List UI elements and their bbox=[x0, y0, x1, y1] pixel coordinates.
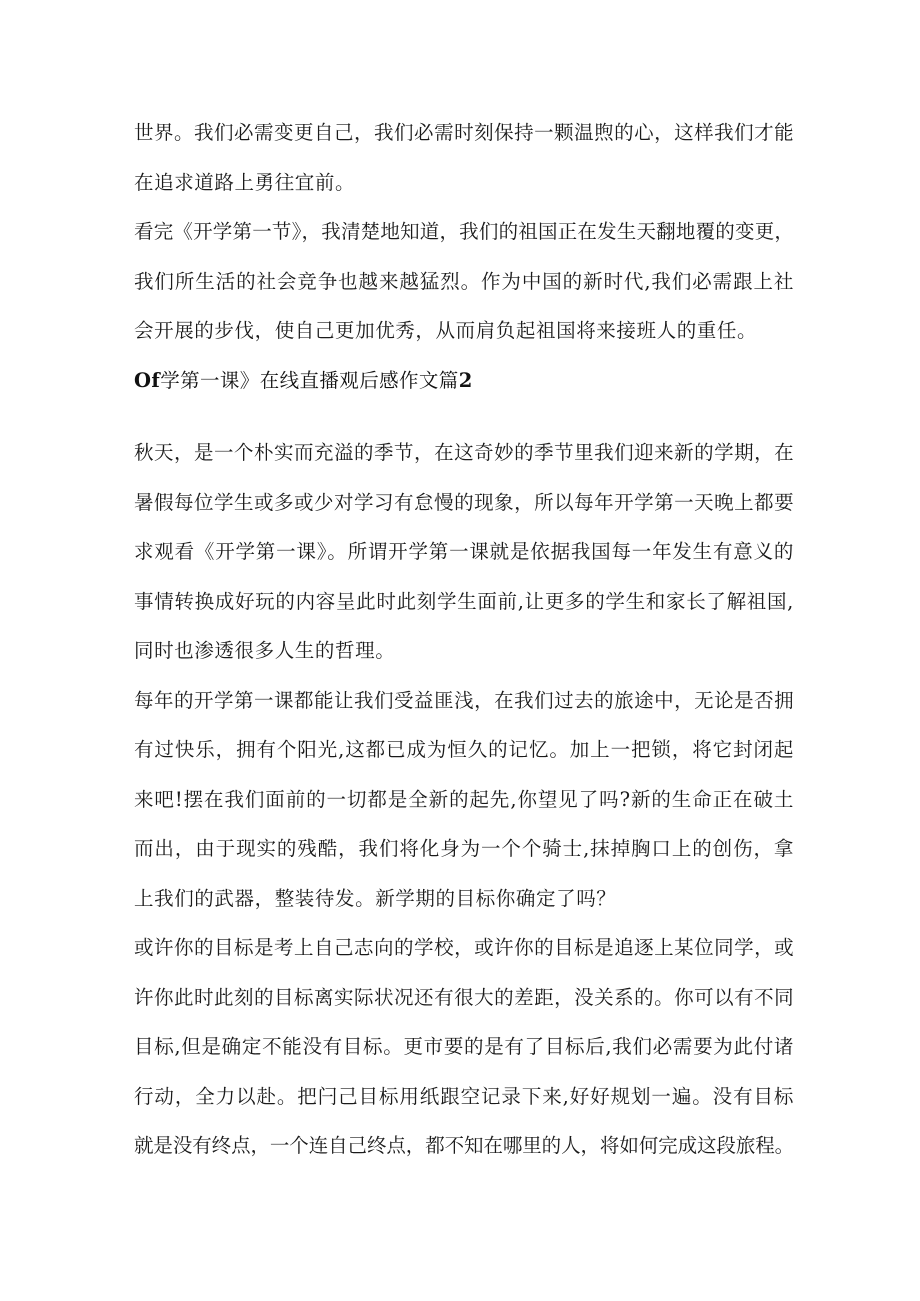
para4-line-3: 来吧!摆在我们面前的一切都是全新的起先,你望见了吗?新的生命正在破土 bbox=[134, 788, 794, 811]
section-heading bbox=[134, 369, 794, 393]
para2-line-3: 会开展的步伐，使自己更加优秀，从而肩负起祖国将来接班人的重任。 bbox=[134, 319, 758, 342]
para5-line-1: 或许你的目标是考上自己志向的学校，或许你的目标是追逐上某位同学，或 bbox=[134, 936, 794, 959]
para3-line-3: 求观看《开学第一课》。所谓开学第一课就是依据我国每一年发生有意义的 bbox=[134, 540, 794, 563]
section-heading-lead: Of bbox=[134, 369, 161, 392]
para4-line-2: 有过快乐，拥有个阳光,这都已成为恒久的记忆。加上一把锁，将它封闭起 bbox=[134, 738, 794, 761]
para3-line-2: 暑假每位学生或多或少对学习有怠慢的现象，所以每年开学第一天晚上都要 bbox=[134, 491, 794, 514]
para2-line-1: 看完《开学第一节》，我清楚地知道，我们的祖国正在发生天翻地覆的变更， bbox=[134, 220, 794, 243]
para5-line-5: 就是没有终点，一个连自己终点，都不知在哪里的人，将如何完成这段旅程。 bbox=[134, 1134, 794, 1157]
para1-line-1: 世界。我们必需变更自己，我们必需时刻保持一颗温煦的心，这样我们才能 bbox=[134, 121, 794, 144]
para3-line-4: 事情转换成好玩的内容呈此时此刻学生面前,让更多的学生和家长了解祖国, bbox=[134, 590, 794, 613]
para1-line-2: 在追求道路上勇往宜前。 bbox=[134, 171, 356, 194]
section-heading-number: 2 bbox=[458, 369, 473, 392]
para5-line-2: 许你此时此刻的目标离实际状况还有很大的差距，没关系的。你可以有不同 bbox=[134, 986, 794, 1009]
para4-line-5: 上我们的武器，整装待发。新学期的目标你确定了吗？ bbox=[134, 887, 617, 910]
para5-line-4: 行动，全力以赴。把闩己目标用纸跟空记录下来,好好规划一遍。没有目标 bbox=[134, 1085, 794, 1108]
para2-line-2: 我们所生活的社会竞争也越来越猛烈。作为中国的新时代,我们必需跟上社 bbox=[134, 270, 794, 293]
para4-line-4: 而出，由于现实的残酷，我们将化身为一个个骑士,抹掉胸口上的创伤，拿 bbox=[134, 837, 794, 860]
para3-line-5: 同时也渗透很多人生的哲理。 bbox=[134, 639, 396, 662]
para3-line-1: 秋天，是一个朴实而充溢的季节，在这奇妙的季节里我们迎来新的学期，在 bbox=[134, 441, 794, 464]
para5-line-3: 目标,但是确定不能没有目标。更市要的是有了目标后,我们必需要为此付诸 bbox=[134, 1035, 794, 1058]
section-heading-text: 学第一课》在线直播观后感作文篇 bbox=[160, 369, 459, 392]
para4-line-1: 每年的开学第一课都能让我们受益匪浅，在我们过去的旅途中，无论是否拥 bbox=[134, 689, 794, 712]
